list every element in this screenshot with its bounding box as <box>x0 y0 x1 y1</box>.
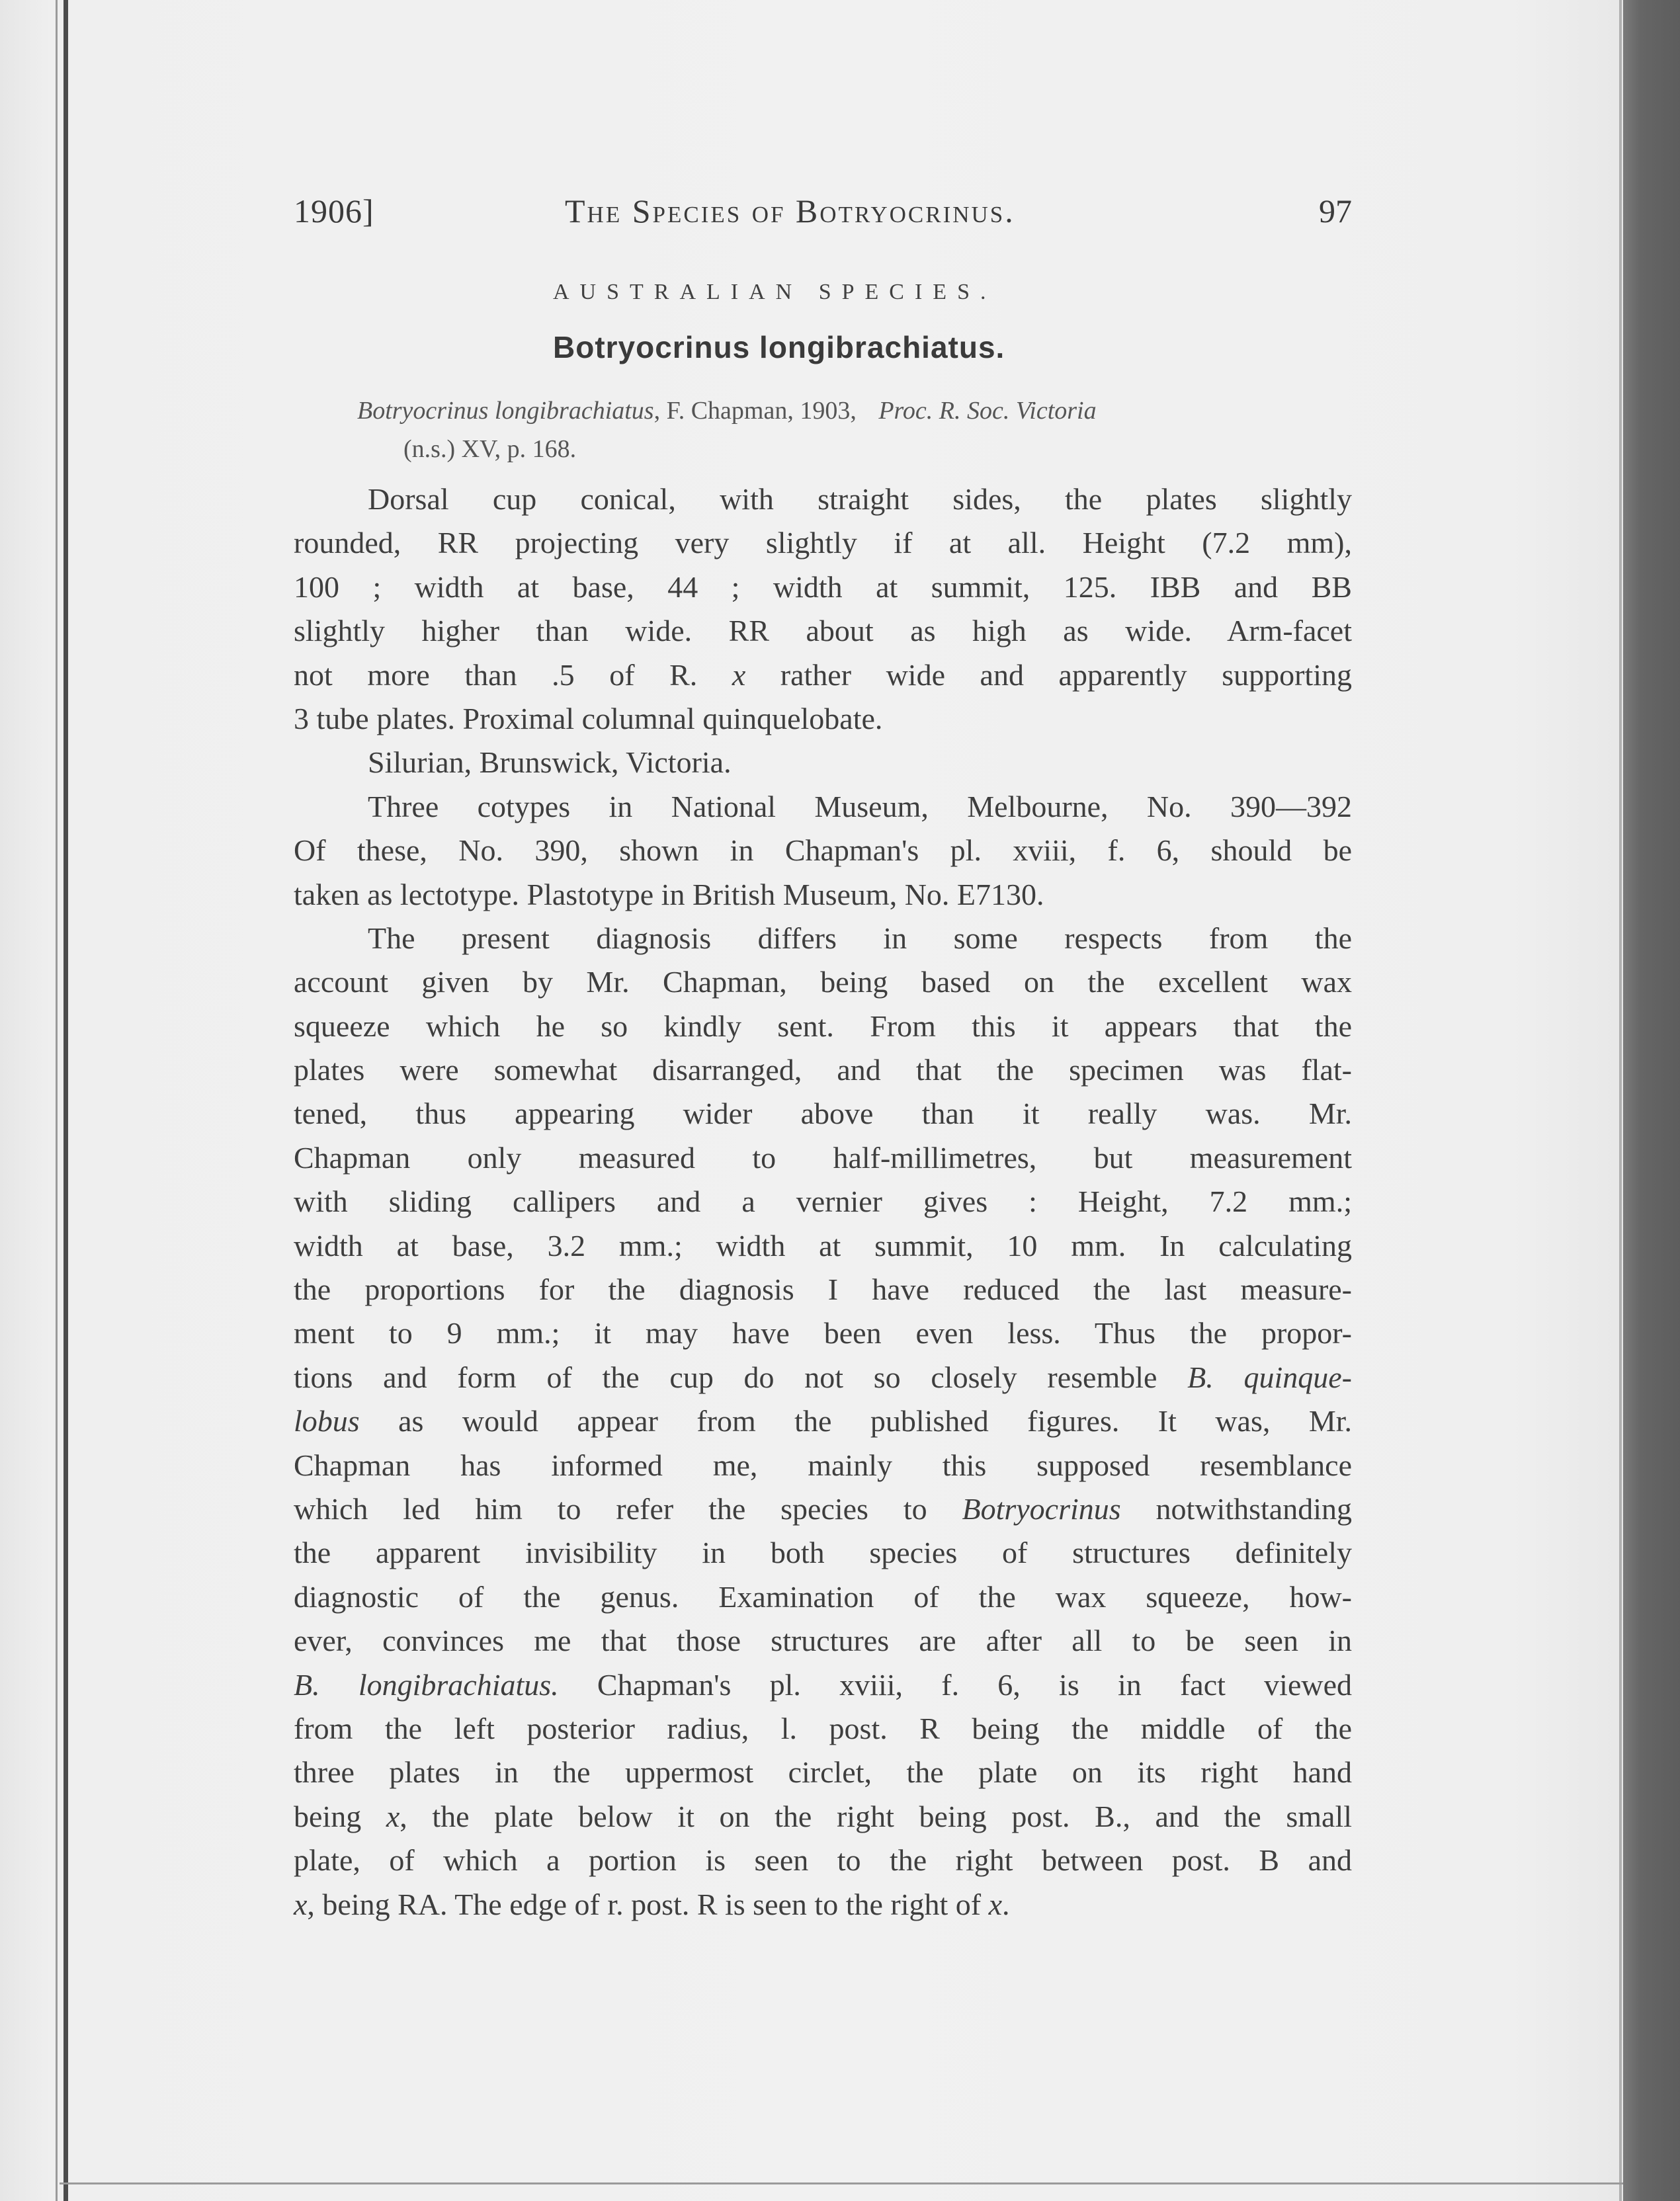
body-text <box>294 478 1352 1927</box>
citation-species-name: Botryocrinus longibrachiatus <box>357 397 654 425</box>
text-line: Three cotypes in National Museum, Melbourne, No. 390—392 <box>368 789 1352 823</box>
text-line: plates were somewhat disarranged, and that the specimen was flat- <box>294 1053 1352 1087</box>
text-line: tened, thus appearing wider above than it really was. Mr. <box>294 1097 1352 1131</box>
text-line: the apparent invisibility in both species of structures definitely <box>294 1536 1352 1570</box>
text-line: diagnostic of the genus. Examination of the wax squeeze, how- <box>294 1579 1352 1614</box>
text-line: 3 tube plates. Proximal columnal quinquelobate. <box>294 701 883 735</box>
text-line: Dorsal cup conical, with straight sides, the plates slightly <box>368 482 1352 516</box>
text-line: from the left posterior radius, l. post. R being the middle of the <box>294 1711 1352 1745</box>
text-line: with sliding callipers and a vernier gives : Height, 7.2 mm.; <box>294 1184 1352 1219</box>
text-line: not more than .5 of R. x rather wide and apparently supporting <box>294 657 1352 692</box>
citation-line-1 <box>357 392 1349 430</box>
text-line: taken as lectotype. Plastotype in British Museum, No. E7130. <box>294 877 1044 911</box>
text-line: The present diagnosis differs in some respects from the <box>368 921 1352 955</box>
text-line: x, being RA. The edge of r. post. R is seen to the right of x. <box>294 1887 1010 1921</box>
text-line: plate, of which a portion is seen to the right between post. B and <box>294 1843 1352 1878</box>
text-line: three plates in the uppermost circlet, the plate on its right hand <box>294 1755 1352 1790</box>
binding-edge <box>63 0 68 2201</box>
bottom-page-edge <box>60 2182 1623 2184</box>
text-line: 100 ; width at base, 44 ; width at summit, 125. IBB and BB <box>294 569 1352 604</box>
page-number: 97 <box>1319 192 1352 229</box>
text-line: ment to 9 mm.; it may have been even less. Thus the propor- <box>294 1316 1352 1350</box>
page-edge-line <box>1619 0 1622 2201</box>
text-line: Silurian, Brunswick, Victoria. <box>368 745 732 780</box>
text-line: Of these, No. 390, shown in Chapman's pl. xviii, f. 6, should be <box>294 833 1352 868</box>
text-line: squeeze which he so kindly sent. From this it appears that the <box>294 1009 1352 1043</box>
text-line: the proportions for the diagnosis I have reduced the last measure- <box>294 1272 1352 1307</box>
text-line: width at base, 3.2 mm.; width at summit, 10 mm. In calculating <box>294 1228 1352 1263</box>
text-line: Chapman only measured to half-millimetres, but measurement <box>294 1140 1352 1175</box>
section-heading: AUSTRALIAN SPECIES. <box>553 280 997 304</box>
text-line: Chapman has informed me, mainly this supposed resemblance <box>294 1448 1352 1482</box>
text-line: being x, the plate below it on the right being post. B., and the small <box>294 1799 1353 1833</box>
text-line: B. longibrachiatus. Chapman's pl. xviii, f. 6, is in fact viewed <box>294 1667 1352 1702</box>
binding-shadow-line <box>56 0 58 2201</box>
adjacent-page-edge <box>1623 0 1680 2201</box>
citation <box>357 392 1349 468</box>
species-heading: Botryocrinus longibrachiatus. <box>553 330 1005 364</box>
text-line: ever, convinces me that those structures are after all to be seen in <box>294 1624 1352 1658</box>
text-line: account given by Mr. Chapman, being based on the excellent wax <box>294 965 1352 999</box>
citation-journal: Proc. R. Soc. Victoria <box>878 397 1097 425</box>
text-line: slightly higher than wide. RR about as high as wide. Arm-facet <box>294 614 1352 648</box>
text-line: which led him to refer the species to Botryocrinus notwithstanding <box>294 1491 1352 1526</box>
header-year: 1906] <box>294 192 374 229</box>
citation-volume: (n.s.) XV, p. 168. <box>403 435 577 463</box>
text-line: rounded, RR projecting very slightly if at all. Height (7.2 mm), <box>294 526 1352 560</box>
running-header <box>294 192 1352 238</box>
text-line: tions and form of the cup do not so closely resemble B. quinque- <box>294 1360 1352 1394</box>
running-title: The Species of Botryocrinus. <box>565 192 1015 229</box>
text-line: lobus as would appear from the published figures. It was, Mr. <box>294 1404 1352 1438</box>
citation-author: , F. Chapman, 1903, <box>653 397 857 425</box>
